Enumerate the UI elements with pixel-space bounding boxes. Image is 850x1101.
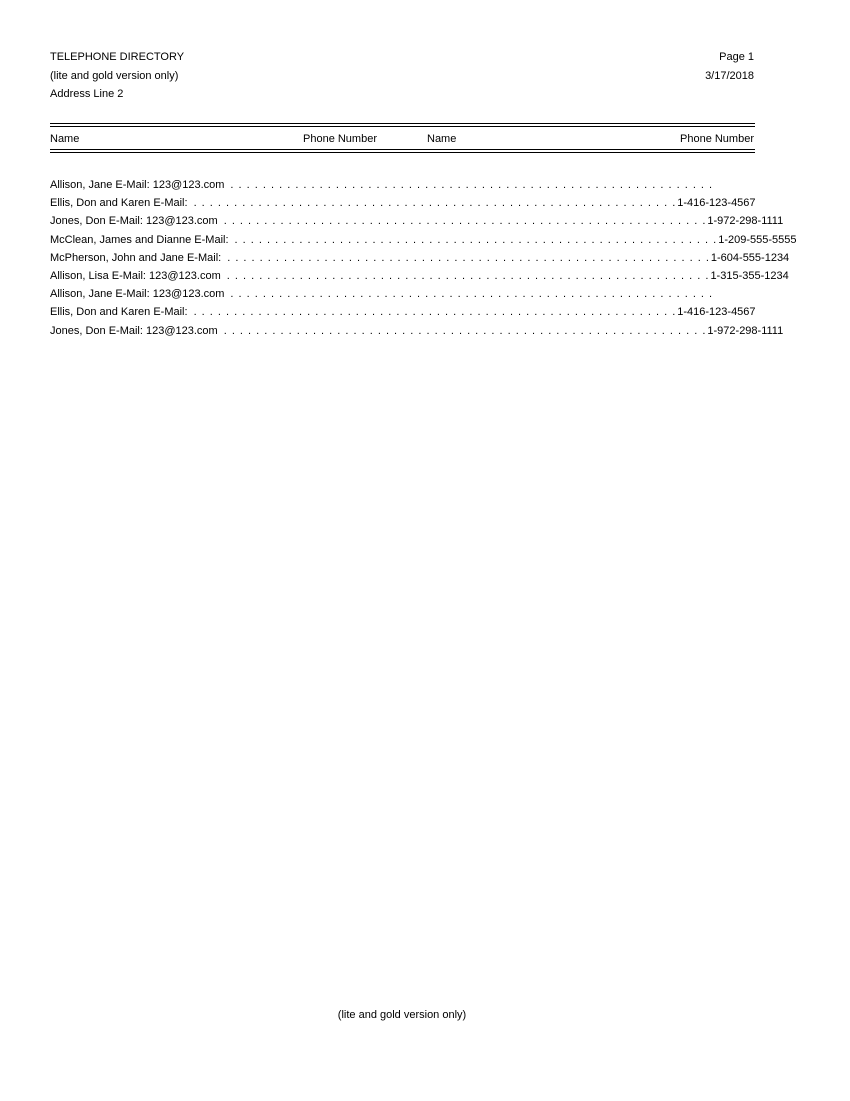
entry-phone: 1-315-355-1234: [710, 269, 789, 282]
directory-entry: [50, 179, 714, 197]
report-title: TELEPHONE DIRECTORY: [50, 51, 185, 63]
dot-leader: . . . . . . . . . . . . . . . . . . . . . . . . . . . . . . . . . . . . . . . . . . . . . . . . . . . . . . . . . . . .: [234, 233, 718, 246]
dot-leader: . . . . . . . . . . . . . . . . . . . . . . . . . . . . . . . . . . . . . . . . . . . . . . . . . . . . . . . . . . . .: [193, 306, 677, 319]
dot-leader: . . . . . . . . . . . . . . . . . . . . . . . . . . . . . . . . . . . . . . . . . . . . . . . . . . . . . . . . . . . .: [230, 288, 714, 301]
column-header-name-right: Name: [427, 133, 457, 145]
report-date: 3/17/2018: [705, 70, 754, 82]
entry-phone: 1-972-298-1111: [707, 215, 784, 228]
entry-phone: 1-416-123-4567: [677, 306, 756, 319]
footer-note: (lite and gold version only): [337, 1009, 467, 1021]
column-header-phone-right: Phone Number: [680, 133, 754, 145]
page-number: Page 1: [719, 51, 754, 63]
dot-leader: . . . . . . . . . . . . . . . . . . . . . . . . . . . . . . . . . . . . . . . . . . . . . . . . . . . . . . . . . . . .: [193, 197, 677, 210]
header-rule-top-2: [50, 126, 755, 127]
entry-phone: 1-972-298-1111: [707, 324, 784, 337]
directory-entry: [50, 306, 756, 324]
entry-name: McPherson, John and Jane E-Mail:: [50, 251, 222, 264]
directory-entry: [50, 233, 797, 252]
entry-name: McClean, James and Dianne E-Mail:: [50, 233, 229, 246]
column-header-phone-left: Phone Number: [303, 133, 377, 145]
entry-name: Jones, Don E-Mail: 123@123.com: [50, 215, 218, 228]
dot-leader: . . . . . . . . . . . . . . . . . . . . . . . . . . . . . . . . . . . . . . . . . . . . . . . . . . . . . . . . . . . .: [227, 251, 710, 264]
directory-entries: [50, 179, 797, 343]
directory-entry: [50, 324, 784, 343]
directory-entry: [50, 215, 784, 233]
entry-name: Allison, Jane E-Mail: 123@123.com: [50, 288, 225, 301]
entry-phone: 1-209-555-5555: [718, 233, 797, 246]
entry-name: Allison, Jane E-Mail: 123@123.com: [50, 179, 225, 191]
entry-phone: 1-604-555-1234: [710, 251, 790, 264]
dot-leader: . . . . . . . . . . . . . . . . . . . . . . . . . . . . . . . . . . . . . . . . . . . . . . . . . . . . . . . . . . . .: [226, 269, 710, 282]
dot-leader: . . . . . . . . . . . . . . . . . . . . . . . . . . . . . . . . . . . . . . . . . . . . . . . . . . . . . . . . . . . .: [223, 215, 707, 228]
dot-leader: . . . . . . . . . . . . . . . . . . . . . . . . . . . . . . . . . . . . . . . . . . . . . . . . . . . . . . . . . . . .: [223, 324, 707, 337]
dot-leader: . . . . . . . . . . . . . . . . . . . . . . . . . . . . . . . . . . . . . . . . . . . . . . . . . . . . . . . . . . . .: [230, 179, 714, 191]
header-rule-bottom-1: [50, 149, 755, 150]
entry-name: Jones, Don E-Mail: 123@123.com: [50, 324, 218, 337]
entry-phone: 1-416-123-4567: [677, 197, 756, 210]
directory-entry: [50, 288, 714, 306]
report-subtitle: (lite and gold version only): [50, 70, 179, 82]
entry-name: Allison, Lisa E-Mail: 123@123.com: [50, 269, 221, 282]
directory-entry: [50, 197, 756, 215]
address-line: Address Line 2: [50, 88, 124, 100]
header-rule-bottom-2: [50, 152, 755, 153]
directory-entry: [50, 251, 790, 270]
directory-entry: [50, 269, 789, 288]
header-rule-top-1: [50, 123, 755, 124]
column-header-name-left: Name: [50, 133, 80, 145]
entry-name: Ellis, Don and Karen E-Mail:: [50, 306, 188, 319]
entry-name: Ellis, Don and Karen E-Mail:: [50, 197, 188, 210]
